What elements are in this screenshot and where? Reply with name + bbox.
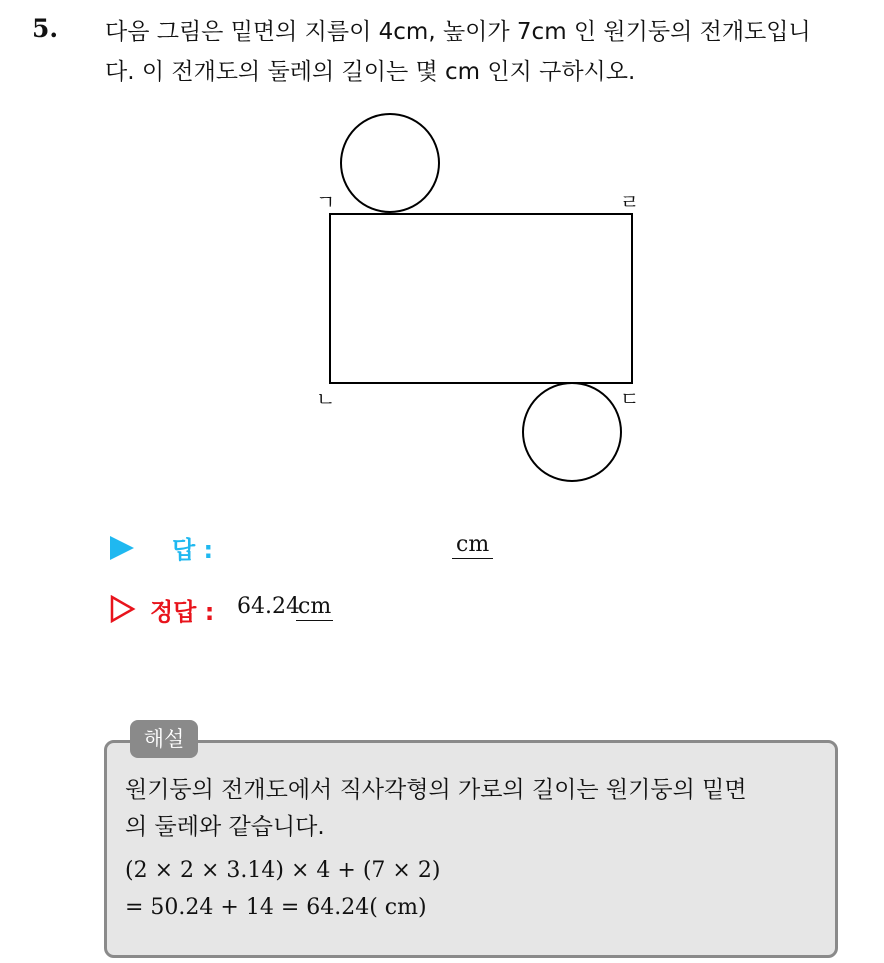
question-number: 5. <box>32 14 59 43</box>
answer-label: 답 : <box>172 536 214 564</box>
vertex-label-bottom-right: ㄷ <box>620 387 640 411</box>
vertex-label-top-left: ㄱ <box>316 190 336 214</box>
vertex-label-top-right: ㄹ <box>620 190 640 214</box>
correct-answer-value: 64.24 <box>237 594 300 619</box>
answer-row <box>110 530 530 564</box>
filled-triangle-icon <box>110 536 134 560</box>
explanation-line-2: 의 둘레와 같습니다. <box>125 814 325 840</box>
explanation-math-line-1: (2 × 2 × 3.14) × 4 + (7 × 2) <box>125 858 441 883</box>
correct-answer-unit: cm <box>298 594 332 619</box>
explanation-math-line-2: = 50.24 + 14 = 64.24( cm) <box>125 895 427 920</box>
question-line-1: 다음 그림은 밑면의 지름이 4cm, 높이가 7cm 인 원기둥의 전개도입니 <box>105 19 811 45</box>
outline-triangle-icon <box>110 595 136 623</box>
correct-answer-label: 정답 : <box>150 598 215 626</box>
top-base-circle <box>341 114 439 212</box>
lateral-rectangle <box>330 214 632 383</box>
answer-unit: cm <box>452 532 493 559</box>
explanation-text <box>125 772 825 846</box>
explanation-math <box>125 852 825 926</box>
explanation-tab: 해설 <box>130 720 198 758</box>
bottom-base-circle <box>523 383 621 481</box>
question-line-2: 다. 이 전개도의 둘레의 길이는 몇 cm 인지 구하시오. <box>105 59 636 85</box>
correct-answer-row <box>110 592 530 626</box>
explanation-line-1: 원기둥의 전개도에서 직사각형의 가로의 길이는 원기둥의 밑면 <box>125 777 747 803</box>
vertex-label-bottom-left: ㄴ <box>316 387 336 411</box>
